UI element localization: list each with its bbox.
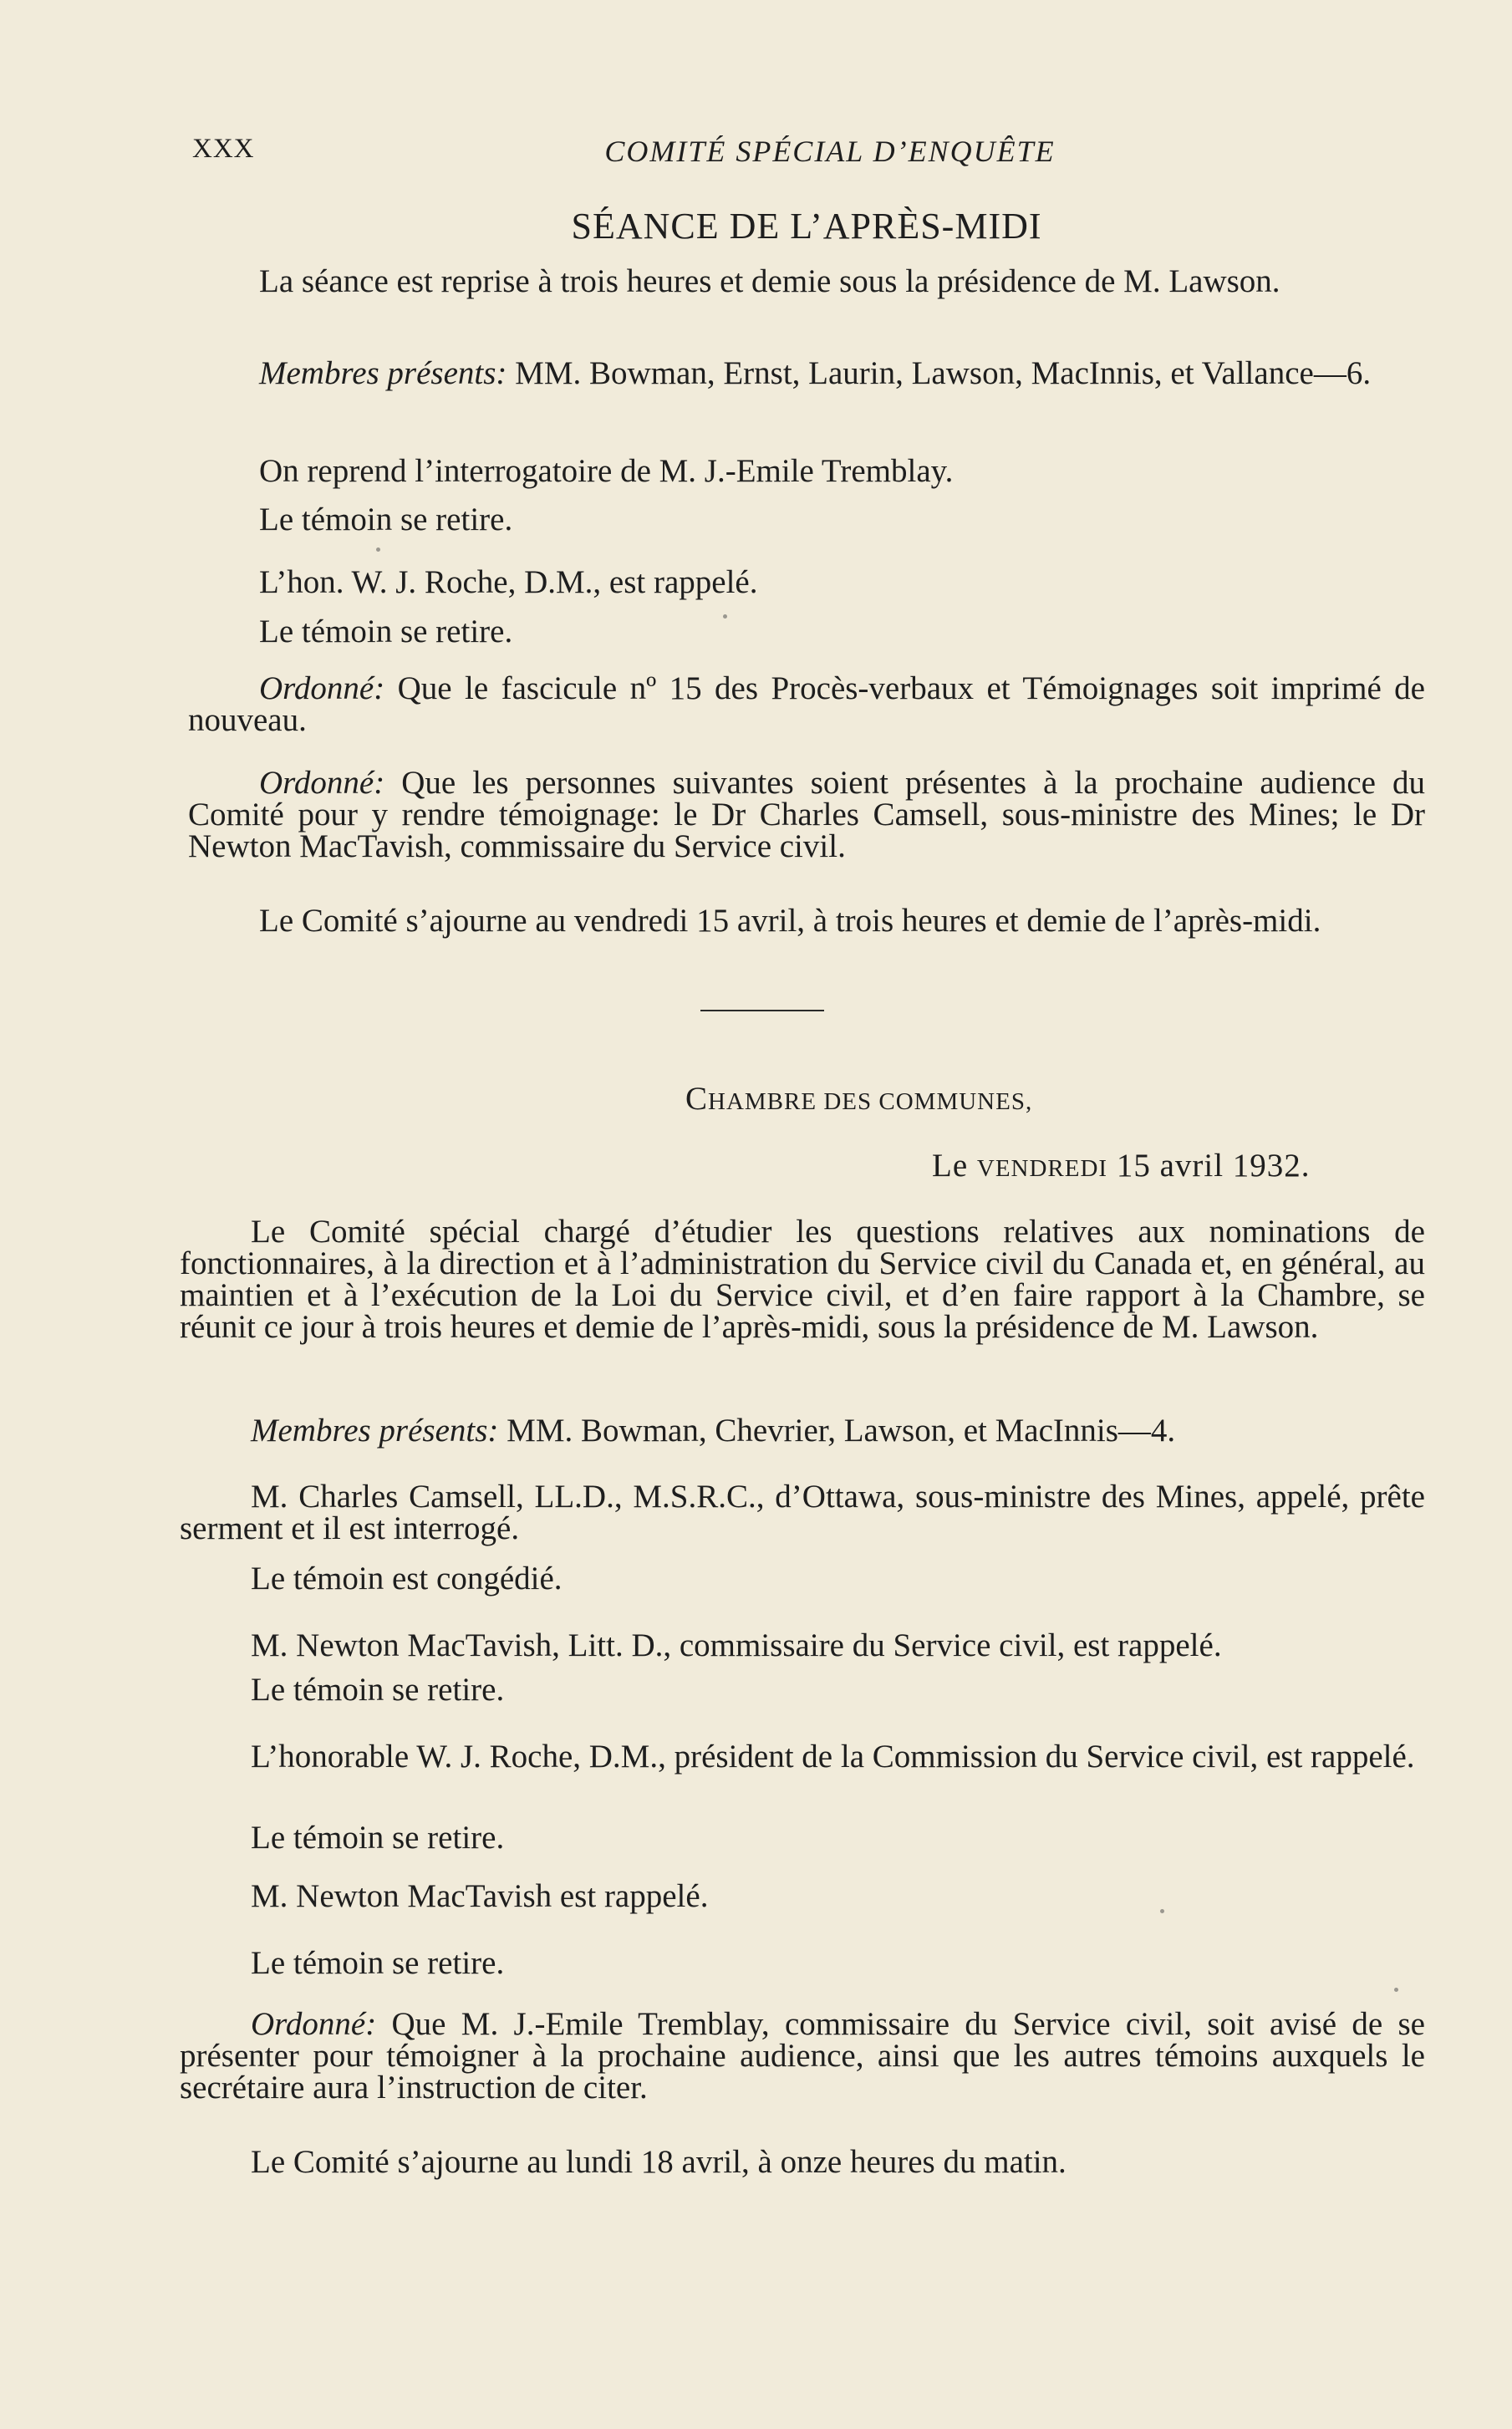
print-speck xyxy=(376,547,380,552)
paragraph-text: Le Comité s’ajourne au lundi 18 avril, à onze heures du matin. xyxy=(251,2144,1067,2180)
paragraph-text: Le témoin est congédié. xyxy=(251,1561,563,1596)
paragraph-text: Le témoin se retire. xyxy=(251,1672,505,1708)
paragraph xyxy=(180,1878,1425,1914)
paragraph-text: Le témoin se retire. xyxy=(259,502,513,537)
paragraph-text: MM. Bowman, Ernst, Laurin, Lawson, MacInnis, et Vallance—6. xyxy=(507,355,1372,391)
date-line xyxy=(932,1147,1311,1184)
paragraph xyxy=(180,1627,1425,1663)
paragraph xyxy=(180,2006,1425,2106)
paragraph xyxy=(180,1822,1425,1854)
date-le: Le xyxy=(932,1148,977,1184)
paragraph xyxy=(188,263,1425,299)
paragraph xyxy=(188,504,1425,536)
date-rest: 15 avril 1932. xyxy=(1107,1148,1311,1184)
chambre-heading xyxy=(685,1080,1032,1118)
paragraph xyxy=(180,2146,1425,2178)
paragraph xyxy=(180,1563,1425,1595)
paragraph xyxy=(180,1216,1425,1343)
paragraph-text: L’honorable W. J. Roche, D.M., président de la Commission du Service civil, est rappelé. xyxy=(251,1739,1415,1775)
paragraph xyxy=(188,670,1425,738)
print-speck xyxy=(1160,1909,1164,1913)
paragraph-text: L’hon. W. J. Roche, D.M., est rappelé. xyxy=(259,564,758,600)
paragraph-text: La séance est reprise à trois heures et demie sous la présidence de M. Lawson. xyxy=(259,263,1280,299)
paragraph xyxy=(180,1741,1425,1773)
paragraph-text: Que les personnes suivantes soient présentes à la prochaine audience du Comité pour y rendre témoignage: le Dr Charles Camsell, sous-ministre des Mines; le Dr Newton MacTavish, commissaire du Service civil. xyxy=(188,765,1425,864)
paragraph-text: M. Newton MacTavish est rappelé. xyxy=(251,1878,709,1914)
section-divider xyxy=(700,1010,824,1011)
print-speck xyxy=(1394,1988,1398,1992)
paragraph-text: MM. Bowman, Chevrier, Lawson, et MacInnis—4. xyxy=(498,1413,1176,1449)
paragraph xyxy=(180,1415,1425,1447)
paragraph xyxy=(180,1945,1425,1981)
chambre-initial: C xyxy=(685,1081,709,1117)
paragraph-text: Que M. J.-Emile Tremblay, commissaire du Service civil, soit avisé de se présenter pour témoigner à la prochaine audience, ainsi que les autres témoins auxquels le secrétaire aura l’instruction de citer. xyxy=(180,2006,1425,2106)
page-header xyxy=(192,134,1421,176)
paragraph-text: Que le fascicule nº 15 des Procès-verbaux et Témoignages soit imprimé de nouveau. xyxy=(188,670,1425,738)
paragraph-text: Le témoin se retire. xyxy=(251,1820,505,1856)
paragraph xyxy=(188,616,1425,648)
paragraph-lead: Membres présents: xyxy=(259,355,507,391)
chambre-rest: HAMBRE DES COMMUNES, xyxy=(708,1088,1033,1115)
paragraph-text: Le Comité spécial chargé d’étudier les questions relatives aux nominations de fonctionnaires, à la direction et à l’administration du Service civil du Canada et, en général, au maintien et à l’exécution de la Loi du Service civil, et d’en faire rapport à la Chambre, se réunit ce jour à trois heures et demie de l’après-midi, sous la présidence de M. Lawson. xyxy=(180,1214,1425,1345)
section-title: SÉANCE DE L’APRÈS-MIDI xyxy=(571,206,1042,247)
date-day: VENDREDI xyxy=(976,1155,1108,1182)
paragraph xyxy=(188,564,1425,600)
paragraph-lead: Ordonné: xyxy=(251,2006,377,2042)
paragraph xyxy=(188,767,1425,863)
paragraph xyxy=(180,1674,1425,1706)
paragraph-text: On reprend l’interrogatoire de M. J.-Emile Tremblay. xyxy=(259,453,954,489)
paragraph-lead: Ordonné: xyxy=(259,765,385,801)
paragraph-lead: Membres présents: xyxy=(251,1413,499,1449)
running-head: COMITÉ SPÉCIAL D’ENQUÊTE xyxy=(604,135,1056,168)
paragraph xyxy=(188,355,1425,391)
paragraph-lead: Ordonné: xyxy=(259,670,385,706)
paragraph-text: Le témoin se retire. xyxy=(251,1945,505,1981)
paragraph xyxy=(180,1481,1425,1545)
paragraph-text: Le témoin se retire. xyxy=(259,614,513,649)
paragraph xyxy=(188,453,1425,489)
page-number: XXX xyxy=(192,134,255,164)
paragraph-text: M. Newton MacTavish, Litt. D., commissaire du Service civil, est rappelé. xyxy=(251,1627,1222,1663)
paragraph-text: M. Charles Camsell, LL.D., M.S.R.C., d’Ottawa, sous-ministre des Mines, appelé, prête serment et il est interrogé. xyxy=(180,1479,1425,1546)
print-speck xyxy=(723,614,727,619)
paragraph-text: Le Comité s’ajourne au vendredi 15 avril, à trois heures et demie de l’après-midi. xyxy=(259,903,1321,939)
paragraph xyxy=(188,905,1425,937)
